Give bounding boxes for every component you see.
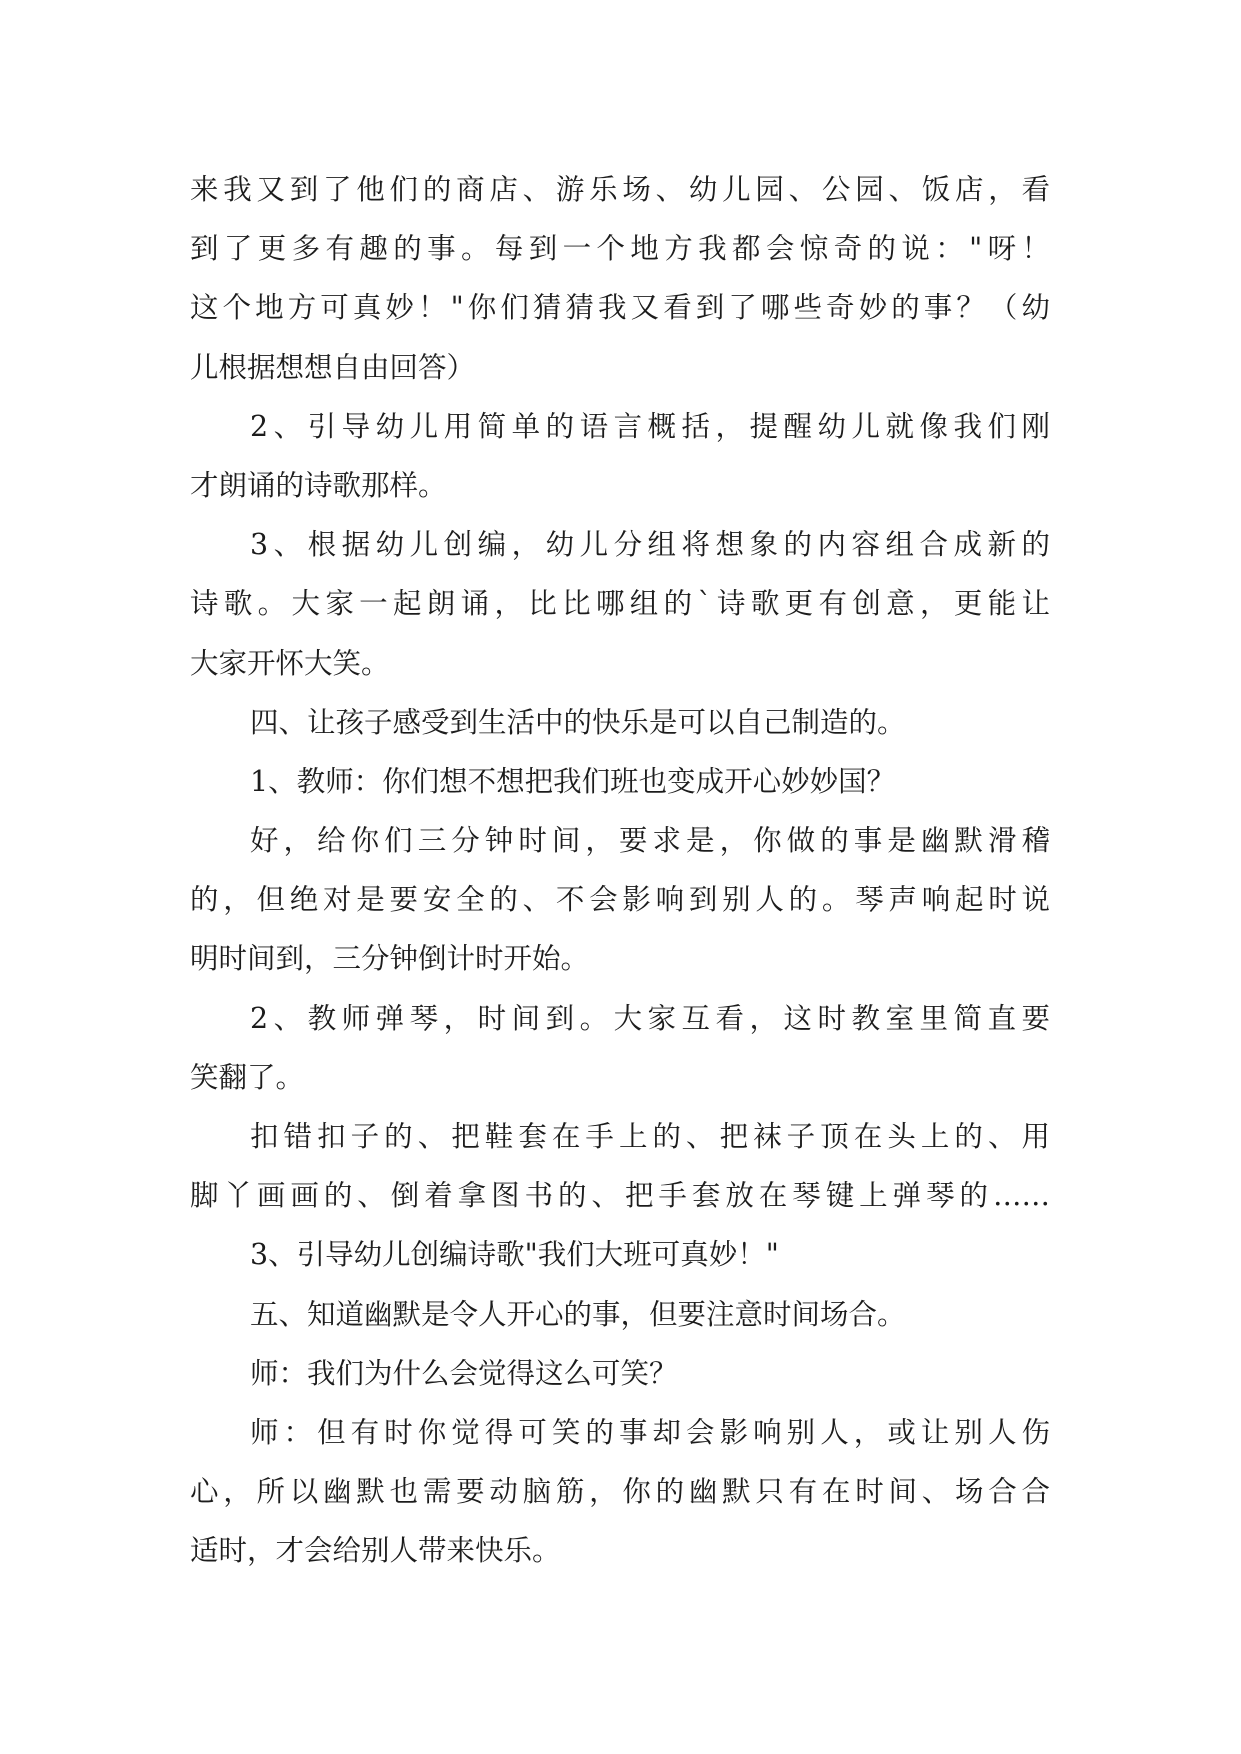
text-line: 五、知道幽默是令人开心的事，但要注意时间场合。 [250, 1297, 906, 1331]
text-line: 四、让孩子感受到生活中的快乐是可以自己制造的。 [250, 705, 906, 739]
text-line: 儿根据想想自由回答） [190, 350, 476, 384]
text-line: 这个地方可真妙！"你们猜猜我又看到了哪些奇妙的事？（幼 [190, 291, 1050, 325]
text-line: 适时，才会给别人带来快乐。 [190, 1534, 561, 1568]
text-line: 师：但有时你觉得可笑的事却会影响别人，或让别人伤 [250, 1415, 1050, 1449]
text-line: 才朗诵的诗歌那样。 [190, 468, 447, 502]
text-line: 2、教师弹琴，时间到。大家互看，这时教室里简直要 [250, 1001, 1050, 1035]
text-line: 诗歌。大家一起朗诵，比比哪组的`诗歌更有创意，更能让 [190, 587, 1050, 621]
text-line: 到了更多有趣的事。每到一个地方我都会惊奇的说："呀！ [190, 232, 1050, 266]
text-line: 3、引导幼儿创编诗歌"我们大班可真妙！" [250, 1238, 779, 1272]
text-line: 笑翻了。 [190, 1060, 305, 1094]
text-line: 3、根据幼儿创编，幼儿分组将想象的内容组合成新的 [250, 528, 1050, 562]
text-line: 好，给你们三分钟时间，要求是，你做的事是幽默滑稽 [250, 824, 1050, 858]
text-line: 脚丫画画的、倒着拿图书的、把手套放在琴键上弹琴的…… [190, 1179, 1050, 1213]
text-line: 扣错扣子的、把鞋套在手上的、把袜子顶在头上的、用 [250, 1120, 1050, 1153]
document-body [190, 160, 1050, 1581]
text-line: 来我又到了他们的商店、游乐场、幼儿园、公园、饭店，看 [190, 173, 1050, 206]
text-line: 2、引导幼儿用简单的语言概括，提醒幼儿就像我们刚 [250, 409, 1050, 443]
text-line: 心，所以幽默也需要动脑筋，你的幽默只有在时间、场合合 [190, 1475, 1050, 1509]
text-line: 师：我们为什么会觉得这么可笑？ [250, 1356, 678, 1390]
text-line: 明时间到，三分钟倒计时开始。 [190, 942, 590, 976]
text-line: 1、教师：你们想不想把我们班也变成开心妙妙国？ [250, 764, 896, 798]
text-line: 的，但绝对是要安全的、不会影响到别人的。琴声响起时说 [190, 883, 1050, 917]
text-line: 大家开怀大笑。 [190, 646, 390, 680]
